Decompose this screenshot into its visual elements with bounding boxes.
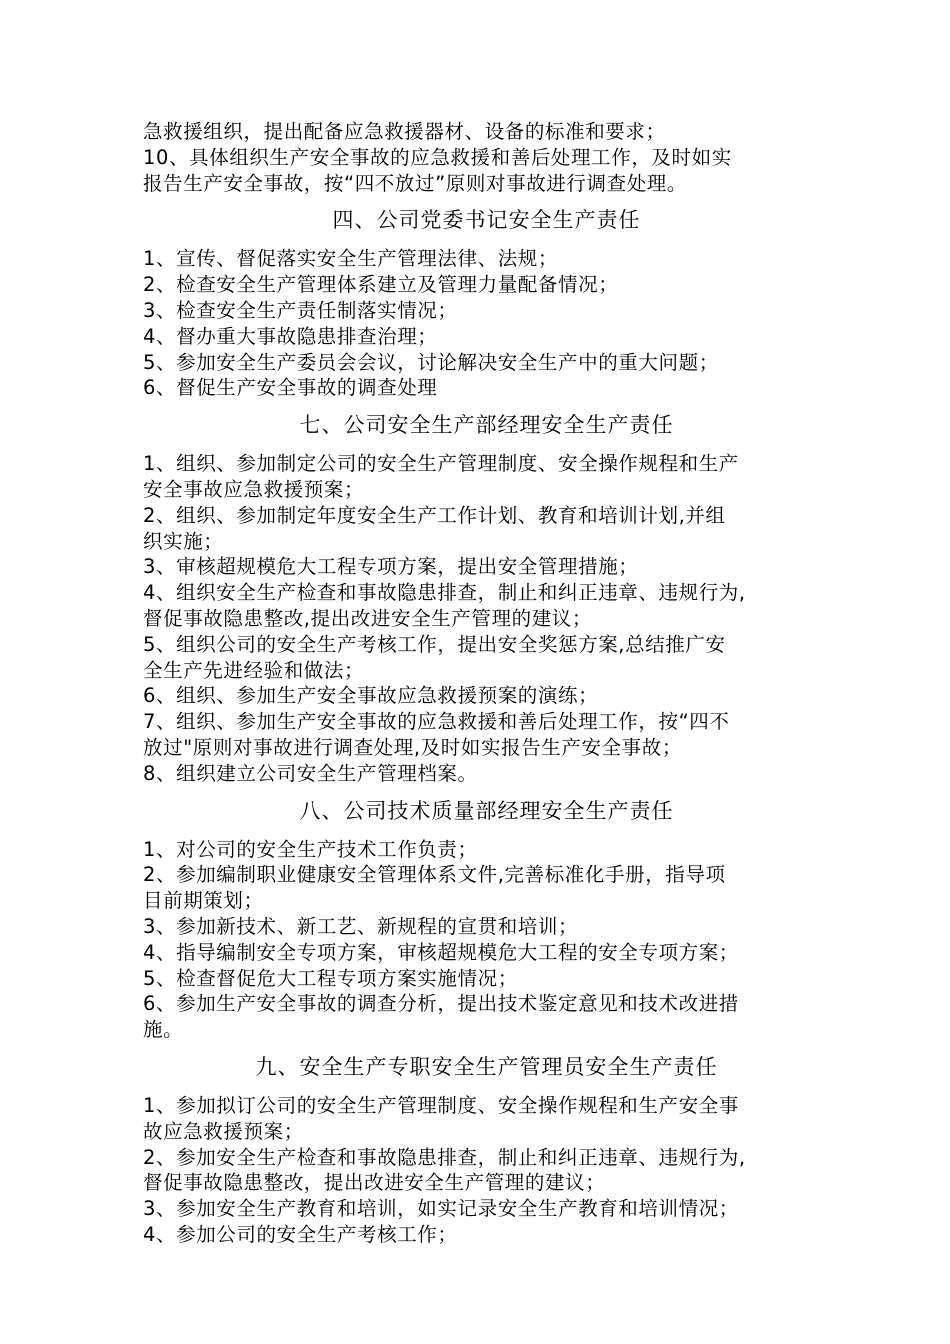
- list-item: 2、参加编制职业健康安全管理体系文件,完善标准化手册，指导项 目前期策划；: [143, 863, 726, 913]
- section-party-secretary: [143, 206, 830, 401]
- section-heading: 七、公司安全生产部经理安全生产责任: [299, 413, 674, 438]
- list-item: 8、组织建立公司安全生产管理档案。: [143, 761, 478, 785]
- list-item: 2、组织、参加制定年度安全生产工作计划、教育和培训计划,并组 织实施；: [143, 503, 726, 553]
- list-item: 4、组织安全生产检查和事故隐患排查，制止和纠正违章、违规行为, 督促事故隐患整改,提出改进安全生产管理的建议；: [143, 581, 746, 630]
- list-item: 1、参加拟订公司的安全生产管理制度、安全操作规程和生产安全事 故应急救援预案；: [143, 1093, 739, 1143]
- list-item: 3、参加安全生产教育和培训，如实记录安全生产教育和培训情况；: [143, 1197, 739, 1221]
- intro-line: 急救援组织，提出配备应急救援器材、设备的标准和要求；: [143, 120, 666, 143]
- list-item: 3、审核超规模危大工程专项方案，提出安全管理措施；: [143, 555, 639, 579]
- section-heading: 八、公司技术质量部经理安全生产责任: [299, 798, 674, 823]
- list-item: 4、参加公司的安全生产考核工作；: [143, 1222, 458, 1246]
- list-item: 3、参加新技术、新工艺、新规程的宣贯和培训；: [143, 914, 579, 938]
- section-heading: 九、安全生产专职安全生产管理员安全生产责任: [255, 1054, 718, 1079]
- list-item: 1、对公司的安全生产技术工作负责；: [143, 837, 478, 861]
- section-tech-quality-manager: [143, 797, 830, 1043]
- section-safety-officer: [143, 1053, 830, 1248]
- list-item: 7、组织、参加生产安全事故的应急救援和善后处理工作，按“四不 放过"原则对事故进行调查处理,及时如实报告生产安全事故；: [143, 710, 730, 759]
- intro-continuation: [143, 119, 830, 196]
- list-item: 2、参加安全生产检查和事故隐患排查，制止和纠正违章、违规行为, 督促事故隐患整改，提出改进安全生产管理的建议；: [143, 1145, 746, 1195]
- list-item: 4、督办重大事故隐患排查治理；: [143, 324, 438, 348]
- list-item: 1、组织、参加制定公司的安全生产管理制度、安全操作规程和生产 安全事故应急救援预案；: [143, 452, 739, 501]
- list-item: 6、督促生产安全事故的调查处理: [143, 376, 438, 400]
- list-item: 2、检查安全生产管理体系建立及管理力量配备情况；: [143, 273, 619, 297]
- section-safety-dept-manager: [143, 411, 830, 786]
- list-item: 5、检查督促危大工程专项方案实施情况；: [143, 966, 518, 990]
- list-item: 1、宣传、督促落实安全生产管理法律、法规；: [143, 247, 559, 271]
- intro-line: 报告生产安全事故，按“四不放过”原则对事故进行调查处理。: [143, 171, 688, 195]
- list-item: 6、参加生产安全事故的调查分析，提出技术鉴定意见和技术改进措 施。: [143, 992, 739, 1042]
- list-item: 5、组织公司的安全生产考核工作，提出安全奖惩方案,总结推广安 全生产先进经验和做法；: [143, 632, 726, 682]
- list-item: 6、组织、参加生产安全事故应急救援预案的演练；: [143, 684, 599, 708]
- section-heading: 四、公司党委书记安全生产责任: [332, 208, 641, 233]
- list-item: 3、检查安全生产责任制落实情况；: [143, 298, 458, 322]
- intro-line: 10、具体组织生产安全事故的应急救援和善后处理工作，及时如实: [143, 145, 732, 169]
- list-item: 4、指导编制安全专项方案，审核超规模危大工程的安全专项方案；: [143, 940, 739, 964]
- list-item: 5、参加安全生产委员会会议，讨论解决安全生产中的重大问题；: [143, 350, 719, 374]
